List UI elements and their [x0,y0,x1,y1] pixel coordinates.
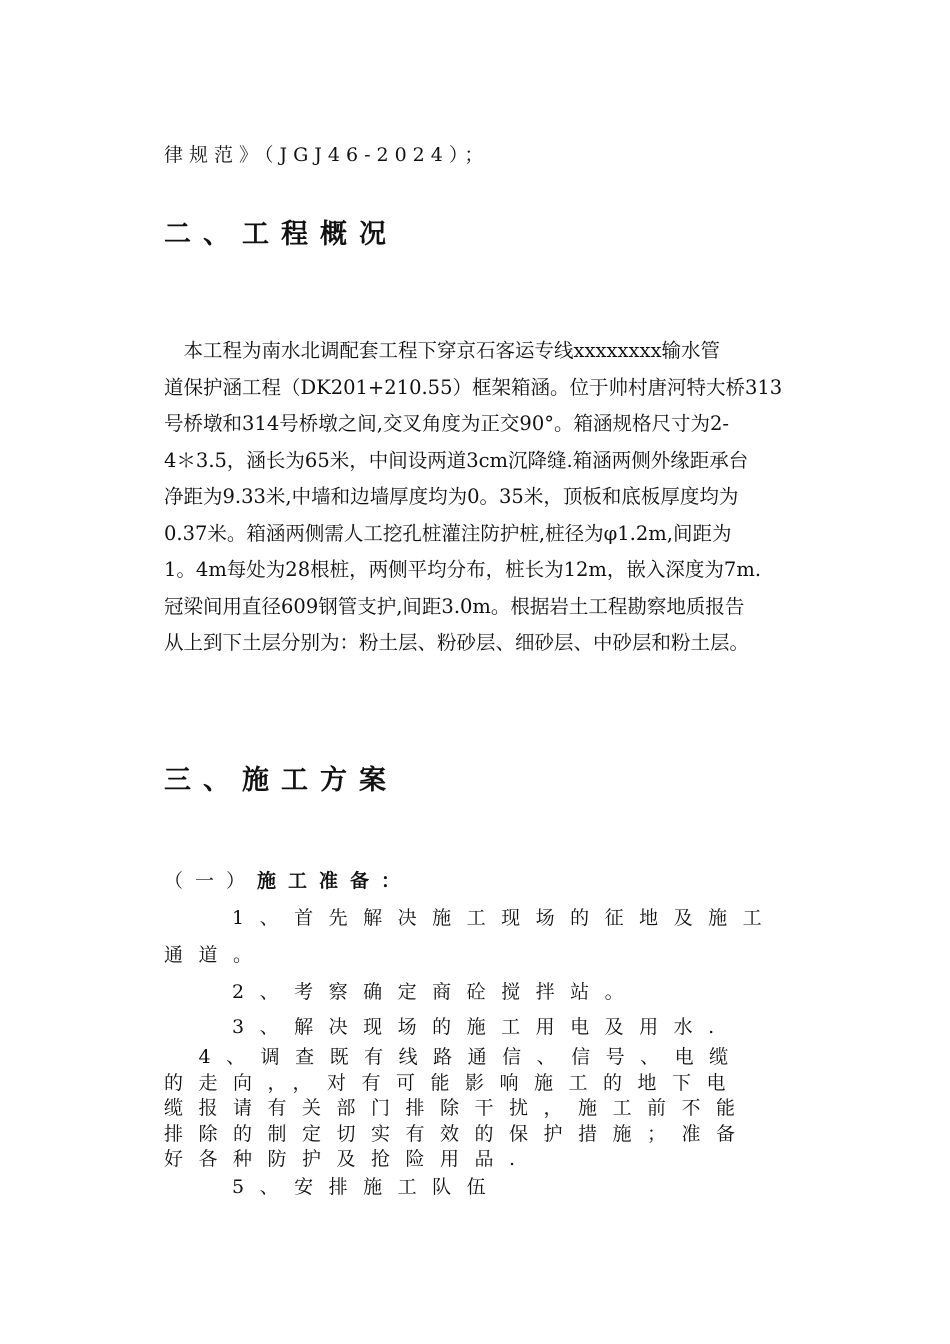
overview-paragraph [164,333,836,662]
paragraph-line: 本工程为南水北调配套工程下穿京石客运专线xxxxxxxx输水管 [164,339,720,362]
subsection-number: （一） [164,870,258,892]
list-item-5: 5、安排施工队伍 [232,1176,502,1198]
section-heading-overview: 二、工程概况 [164,219,398,250]
list-item-2: 2、考察确定商砼搅拌站。 [232,981,640,1003]
list-item-3: 3、解决现场的施工用电及用水. [232,1016,730,1038]
paragraph-line: 净距为9.33米,中墙和边墙厚度均为0。35米，顶板和底板厚度均为 [164,485,739,508]
paragraph-line: 从上到下土层分别为：粉土层、粉砂层、细砂层、中砂层和粉土层。 [164,631,750,654]
paragraph-line: 冠梁间用直径609钢管支护,间距3.0m。根据岩土工程勘察地质报告 [164,594,745,618]
list-item-4 [164,1045,824,1173]
list-item-1-cont: 通道。 [164,944,268,966]
subsection-title: 施工准备： [257,870,413,892]
paragraph-line: 1。4m每处为28根桩，两侧平均分布，桩长为12m，嵌入深度为7m. [164,558,762,581]
list-item-4-line: 排除的制定切实有效的保护措施；准备 [164,1122,751,1145]
paragraph-line: 4＊3.5，涵长为65米，中间设两道3cm沉降缝.箱涵两侧外缘距承台 [164,448,749,472]
list-item-4-line: 缆报请有关部门排除干扰，施工前不能 [164,1097,751,1119]
list-item-1: 1、首先解决施工现场的征地及施工 [232,907,778,929]
subsection-heading [164,866,412,893]
paragraph-line: 道保护涵工程（DK201+210.55）框架箱涵。位于帅村唐河特大桥313 [164,375,783,399]
continuation-line: 律规范》（JGJ46-2024）； [164,144,490,166]
paragraph-line: 0.37米。箱涵两侧需人工挖孔桩灌注防护桩,桩径为φ1.2m,间距为 [164,521,732,545]
list-item-4-line: 4、调查既有线路通信、信号、电缆 [164,1046,744,1068]
list-item-4-line: 好各种防护及抢险用品. [164,1148,531,1170]
list-item-4-line: 的走向，，对有可能影响施工的地下电 [164,1071,742,1094]
section-heading-plan: 三、施工方案 [164,765,398,796]
paragraph-line: 号桥墩和314号桥墩之间,交叉角度为正交90°。箱涵规格尺寸为2- [164,412,729,435]
